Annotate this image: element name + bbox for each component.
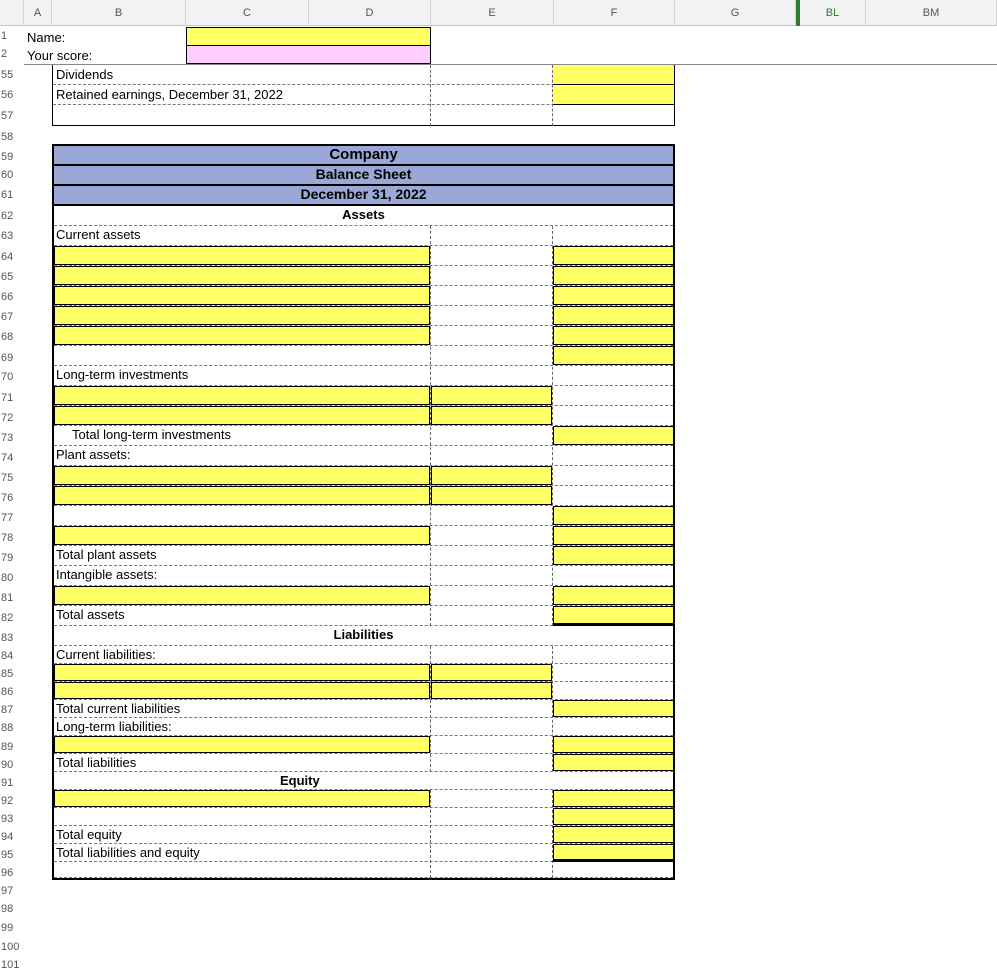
dividends-input[interactable]	[553, 65, 674, 85]
grid-row-line-29	[54, 772, 673, 790]
col-header-c[interactable]: C	[186, 0, 309, 26]
description-input-13[interactable]	[54, 736, 430, 753]
row-header-98[interactable]: 98	[0, 902, 24, 916]
description-input-8[interactable]	[54, 486, 430, 505]
row-header-55[interactable]: 55	[0, 68, 24, 82]
amount-e-input-2[interactable]	[431, 466, 552, 485]
description-input-3[interactable]	[54, 306, 430, 325]
col-header-g[interactable]: G	[675, 0, 796, 26]
amount-e-input-0[interactable]	[431, 386, 552, 405]
row-header-74[interactable]: 74	[0, 451, 24, 465]
row-header-67[interactable]: 67	[0, 310, 24, 324]
row-header-71[interactable]: 71	[0, 391, 24, 405]
row-header-81[interactable]: 81	[0, 591, 24, 605]
row-header-89[interactable]: 89	[0, 740, 24, 754]
row-header-96[interactable]: 96	[0, 866, 24, 880]
row-header-85[interactable]: 85	[0, 667, 24, 681]
retained-earnings-label: Retained earnings, December 31, 2022	[56, 87, 283, 102]
grid-vline-c-2	[430, 790, 431, 878]
grid-row-line-34	[54, 862, 673, 878]
row-header-100[interactable]: 100	[0, 940, 24, 954]
assets-heading: Assets	[342, 207, 385, 222]
row-header-101[interactable]: 101	[0, 958, 24, 972]
current-liabilities-label: Current liabilities:	[56, 647, 156, 662]
current-assets-label: Current assets	[56, 227, 141, 242]
row-header-63[interactable]: 63	[0, 229, 24, 243]
corner-select-all[interactable]	[0, 0, 24, 26]
col-header-d[interactable]: D	[309, 0, 431, 26]
description-input-5[interactable]	[54, 386, 430, 405]
total-liab-equity-double-line	[553, 859, 674, 862]
row-header-90[interactable]: 90	[0, 758, 24, 772]
grid-vline-c-0	[430, 226, 431, 626]
amount-f-input-9[interactable]	[553, 546, 674, 565]
total-assets-label: Total assets	[56, 607, 125, 622]
row-header-82[interactable]: 82	[0, 611, 24, 625]
amount-f-input-7[interactable]	[553, 506, 674, 525]
row-header-76[interactable]: 76	[0, 491, 24, 505]
row-header-60[interactable]: 60	[0, 168, 24, 182]
description-input-12[interactable]	[54, 682, 430, 699]
amount-e-input-4[interactable]	[431, 664, 552, 681]
row-header-75[interactable]: 75	[0, 471, 24, 485]
row-header-78[interactable]: 78	[0, 531, 24, 545]
amount-e-input-3[interactable]	[431, 486, 552, 505]
amount-f-input-16[interactable]	[553, 808, 674, 825]
amount-f-input-3[interactable]	[553, 306, 674, 325]
row-header-86[interactable]: 86	[0, 685, 24, 699]
amount-f-input-17[interactable]	[553, 826, 674, 843]
name-label: Name:	[27, 30, 66, 45]
row-header-65[interactable]: 65	[0, 270, 24, 284]
amount-f-input-6[interactable]	[553, 426, 674, 445]
description-input-10[interactable]	[54, 586, 430, 605]
total-equity-label: Total equity	[56, 827, 122, 842]
row-header-79[interactable]: 79	[0, 551, 24, 565]
row-header-97[interactable]: 97	[0, 884, 24, 898]
row-header-94[interactable]: 94	[0, 830, 24, 844]
row-header-83[interactable]: 83	[0, 631, 24, 645]
total-current-liabilities-label: Total current liabilities	[56, 701, 181, 716]
description-input-0[interactable]	[54, 246, 430, 265]
row-header-1[interactable]: 1	[0, 29, 24, 43]
grid-row-line-0	[54, 206, 673, 226]
row-header-70[interactable]: 70	[0, 370, 24, 384]
grid-row-line-12	[54, 446, 673, 466]
row-header-2[interactable]: 2	[0, 47, 24, 61]
col-header-a[interactable]: A	[24, 0, 52, 26]
col-header-b[interactable]: B	[52, 0, 186, 26]
name-input[interactable]	[186, 27, 431, 46]
row-header-77[interactable]: 77	[0, 511, 24, 525]
total-liabilities-label: Total liabilities	[56, 755, 137, 770]
row-header-68[interactable]: 68	[0, 330, 24, 344]
long-term-investments-label: Long-term investments	[56, 367, 189, 382]
row-header-66[interactable]: 66	[0, 290, 24, 304]
description-input-14[interactable]	[54, 790, 430, 807]
row-header-95[interactable]: 95	[0, 848, 24, 862]
col-header-f[interactable]: F	[554, 0, 675, 26]
plant-assets-label: Plant assets:	[56, 447, 131, 462]
col-header-bm[interactable]: BM	[866, 0, 997, 26]
description-input-6[interactable]	[54, 406, 430, 425]
company-title: Company	[329, 146, 398, 163]
dividends-label: Dividends	[56, 67, 114, 82]
row-header-92[interactable]: 92	[0, 794, 24, 808]
balance-sheet-date: December 31, 2022	[300, 186, 427, 202]
row-header-93[interactable]: 93	[0, 812, 24, 826]
row-header-61[interactable]: 61	[0, 188, 24, 202]
row-header-91[interactable]: 91	[0, 776, 24, 790]
amount-f-input-2[interactable]	[553, 286, 674, 305]
total-plant-assets-label: Total plant assets	[56, 547, 157, 562]
intangible-assets-label: Intangible assets:	[56, 567, 158, 582]
amount-f-input-4[interactable]	[553, 326, 674, 345]
retained-earnings-input[interactable]	[553, 86, 674, 105]
amount-f-input-8[interactable]	[553, 526, 674, 545]
row-header-69[interactable]: 69	[0, 351, 24, 365]
row-header-73[interactable]: 73	[0, 431, 24, 445]
row-header-57[interactable]: 57	[0, 109, 24, 123]
description-input-11[interactable]	[54, 664, 430, 681]
col-header-bl[interactable]: BL	[800, 0, 866, 26]
description-input-4[interactable]	[54, 326, 430, 345]
row-header-99[interactable]: 99	[0, 921, 24, 935]
description-input-1[interactable]	[54, 266, 430, 285]
row-header-80[interactable]: 80	[0, 571, 24, 585]
amount-f-input-5[interactable]	[553, 346, 674, 365]
description-input-7[interactable]	[54, 466, 430, 485]
row-header-62[interactable]: 62	[0, 209, 24, 223]
amount-f-input-13[interactable]	[553, 736, 674, 753]
total-liabilities-equity-label: Total liabilities and equity	[56, 845, 200, 860]
amount-f-input-0[interactable]	[553, 246, 674, 265]
description-input-9[interactable]	[54, 526, 430, 545]
amount-f-input-15[interactable]	[553, 790, 674, 807]
grid-row-line-1	[54, 226, 673, 246]
row-header-72[interactable]: 72	[0, 411, 24, 425]
row-header-88[interactable]: 88	[0, 721, 24, 735]
score-label: Your score:	[27, 48, 93, 63]
amount-e-input-5[interactable]	[431, 682, 552, 699]
col-header-e[interactable]: E	[431, 0, 554, 26]
amount-f-input-14[interactable]	[553, 754, 674, 771]
equity-heading: Equity	[280, 773, 320, 788]
amount-e-input-1[interactable]	[431, 406, 552, 425]
balance-sheet-title: Balance Sheet	[315, 166, 412, 182]
score-cell	[186, 46, 431, 64]
liabilities-heading: Liabilities	[333, 627, 394, 642]
row-header-59[interactable]: 59	[0, 150, 24, 164]
row-header-64[interactable]: 64	[0, 250, 24, 264]
description-input-2[interactable]	[54, 286, 430, 305]
total-long-term-investments-label: Total long-term investments	[72, 427, 231, 442]
amount-f-input-10[interactable]	[553, 586, 674, 605]
row-header-87[interactable]: 87	[0, 703, 24, 717]
row-header-84[interactable]: 84	[0, 649, 24, 663]
row-header-58[interactable]: 58	[0, 130, 24, 144]
row-header-56[interactable]: 56	[0, 88, 24, 102]
amount-f-input-1[interactable]	[553, 266, 674, 285]
long-term-liabilities-label: Long-term liabilities:	[56, 719, 172, 734]
amount-f-input-12[interactable]	[553, 700, 674, 717]
